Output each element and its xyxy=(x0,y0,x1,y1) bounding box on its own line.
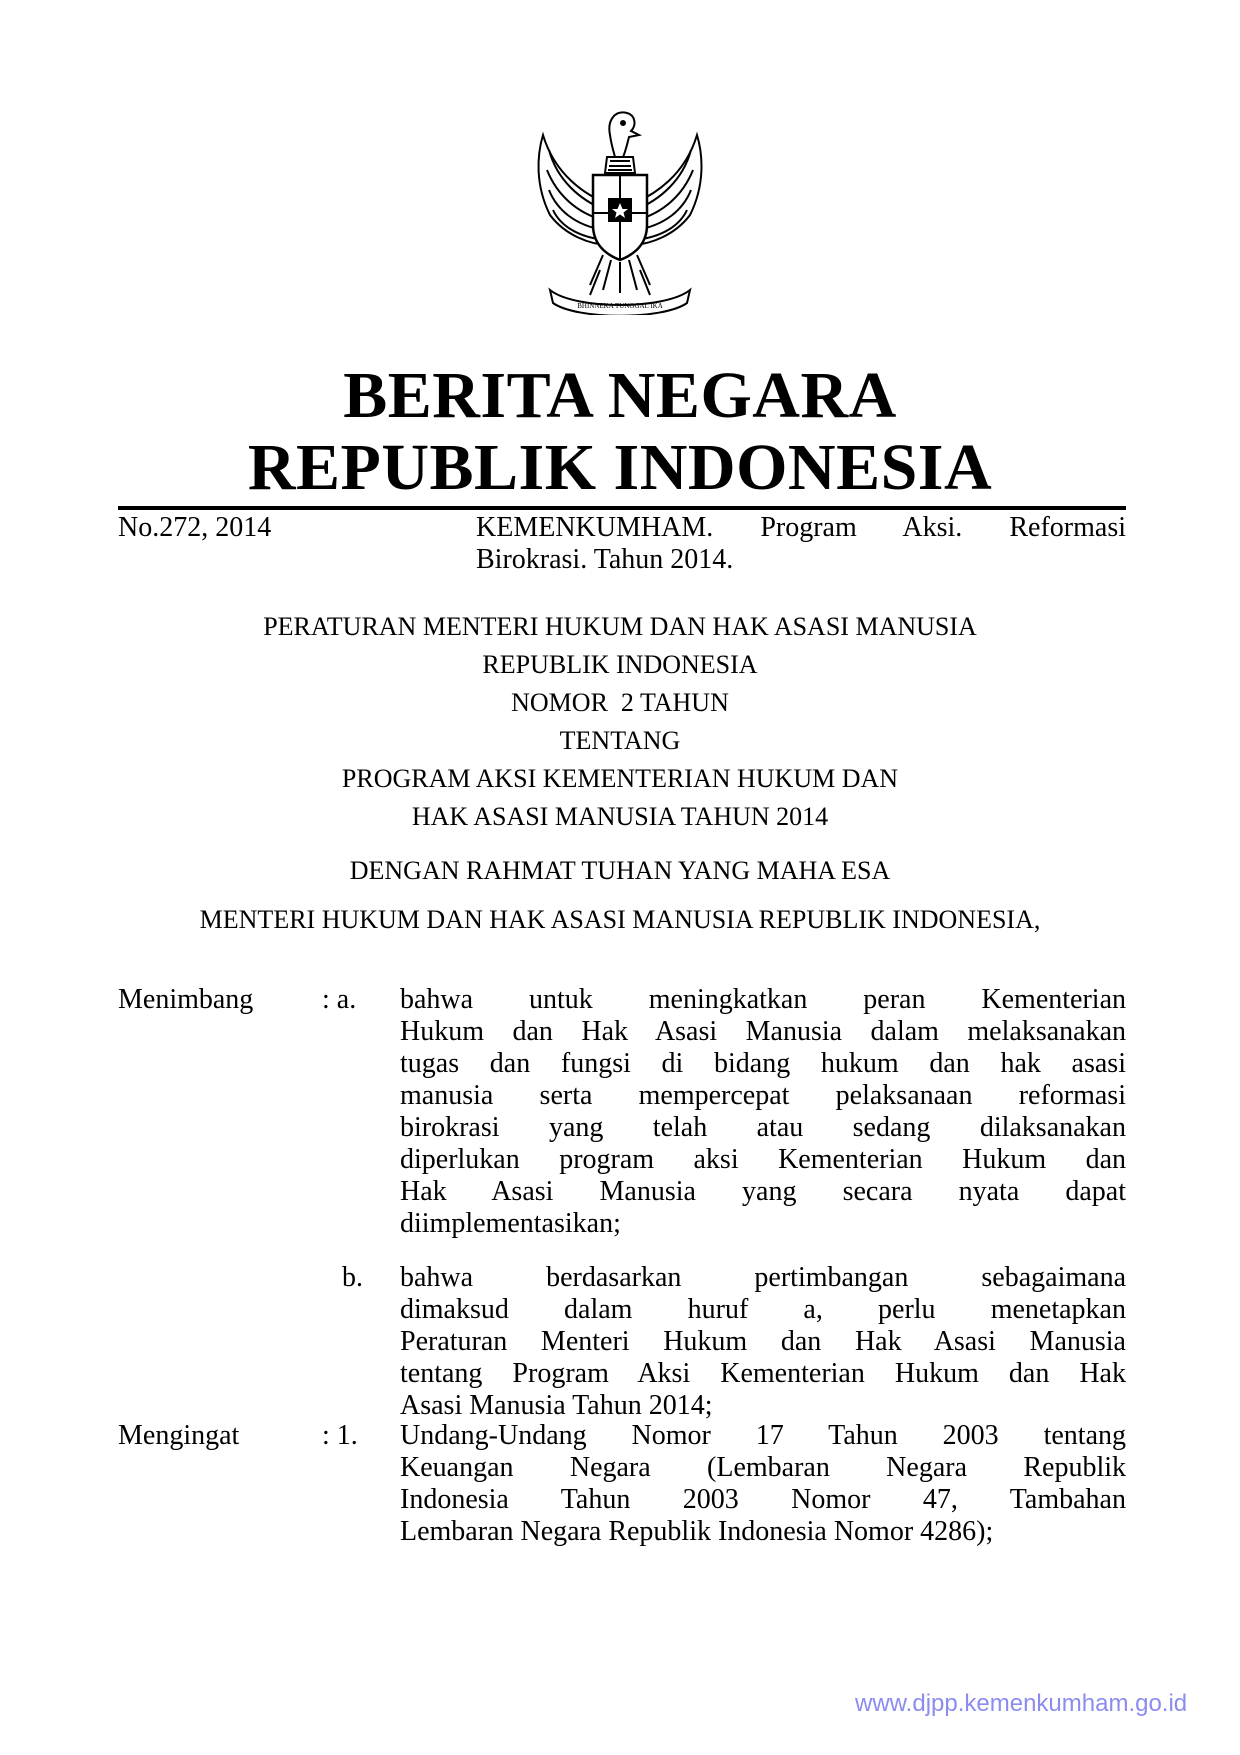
gazette-description-line2: Birokrasi. Tahun 2014. xyxy=(476,544,734,575)
text-line: Undang-Undang Nomor 17 Tahun 2003 tentang xyxy=(400,1420,1126,1451)
text-line: diperlukan program aksi Kementerian Hukum dan xyxy=(400,1144,1126,1175)
menimbang-label: Menimbang xyxy=(118,984,254,1015)
mengingat-1-marker: : 1. xyxy=(322,1420,358,1451)
garuda-emblem-icon xyxy=(515,95,725,315)
text-line: Peraturan Menteri Hukum dan Hak Asasi Manusia xyxy=(400,1326,1126,1357)
header-rule xyxy=(118,506,1126,510)
gazette-title: BERITA NEGARA xyxy=(343,359,897,432)
emblem-motto-text: BHINNEKA TUNGGAL IKA xyxy=(577,302,663,310)
gazette-description-line1: KEMENKUMHAM. Program Aksi. Reformasi xyxy=(476,512,1126,543)
menimbang-b-text xyxy=(400,1262,1126,1422)
text-line: Hak Asasi Manusia yang secara nyata dapat xyxy=(400,1176,1126,1207)
text-line: manusia serta mempercepat pelaksanaan reformasi xyxy=(400,1080,1126,1111)
text-line: Hukum dan Hak Asasi Manusia dalam melaksanakan xyxy=(400,1016,1126,1047)
mengingat-label: Mengingat xyxy=(118,1420,240,1451)
gazette-number: No.272, 2014 xyxy=(118,512,272,543)
text-line: Keuangan Negara (Lembaran Negara Republik xyxy=(400,1452,1126,1483)
menimbang-a-marker: : a. xyxy=(322,984,357,1015)
menimbang-b-marker: b. xyxy=(342,1262,363,1293)
text-line: diimplementasikan; xyxy=(400,1208,621,1239)
text-line: birokrasi yang telah atau sedang dilaksanakan xyxy=(400,1112,1126,1143)
text-line: bahwa untuk meningkatkan peran Kementerian xyxy=(400,984,1126,1015)
preamble-minister: MENTERI HUKUM DAN HAK ASASI MANUSIA REPUBLIK INDONESIA, xyxy=(199,905,1041,934)
menimbang-a-text xyxy=(400,984,1126,1240)
footer-website-link[interactable]: www.djpp.kemenkumham.go.id xyxy=(855,1690,1188,1717)
text-line: Indonesia Tahun 2003 Nomor 47, Tambahan xyxy=(400,1484,1126,1515)
regulation-heading-line: HAK ASASI MANUSIA TAHUN 2014 xyxy=(411,802,829,831)
text-line: tugas dan fungsi di bidang hukum dan hak asasi xyxy=(400,1048,1126,1079)
text-line: Asasi Manusia Tahun 2014; xyxy=(400,1390,713,1421)
text-line: tentang Program Aksi Kementerian Hukum dan Hak xyxy=(400,1358,1126,1389)
regulation-heading-line: REPUBLIK INDONESIA xyxy=(482,650,758,679)
text-line: dimaksud dalam huruf a, perlu menetapkan xyxy=(400,1294,1126,1325)
regulation-heading-line: NOMOR 2 TAHUN xyxy=(511,688,729,717)
regulation-heading-line: TENTANG xyxy=(559,726,681,755)
preamble-god: DENGAN RAHMAT TUHAN YANG MAHA ESA xyxy=(349,856,891,885)
regulation-heading-line: PROGRAM AKSI KEMENTERIAN HUKUM DAN xyxy=(341,764,899,793)
text-line: bahwa berdasarkan pertimbangan sebagaimana xyxy=(400,1262,1126,1293)
regulation-heading-line: PERATURAN MENTERI HUKUM DAN HAK ASASI MANUSIA xyxy=(263,612,977,641)
text-line: Lembaran Negara Republik Indonesia Nomor 4286); xyxy=(400,1516,994,1547)
mengingat-1-text xyxy=(400,1420,1126,1548)
gazette-subtitle: REPUBLIK INDONESIA xyxy=(247,431,993,504)
